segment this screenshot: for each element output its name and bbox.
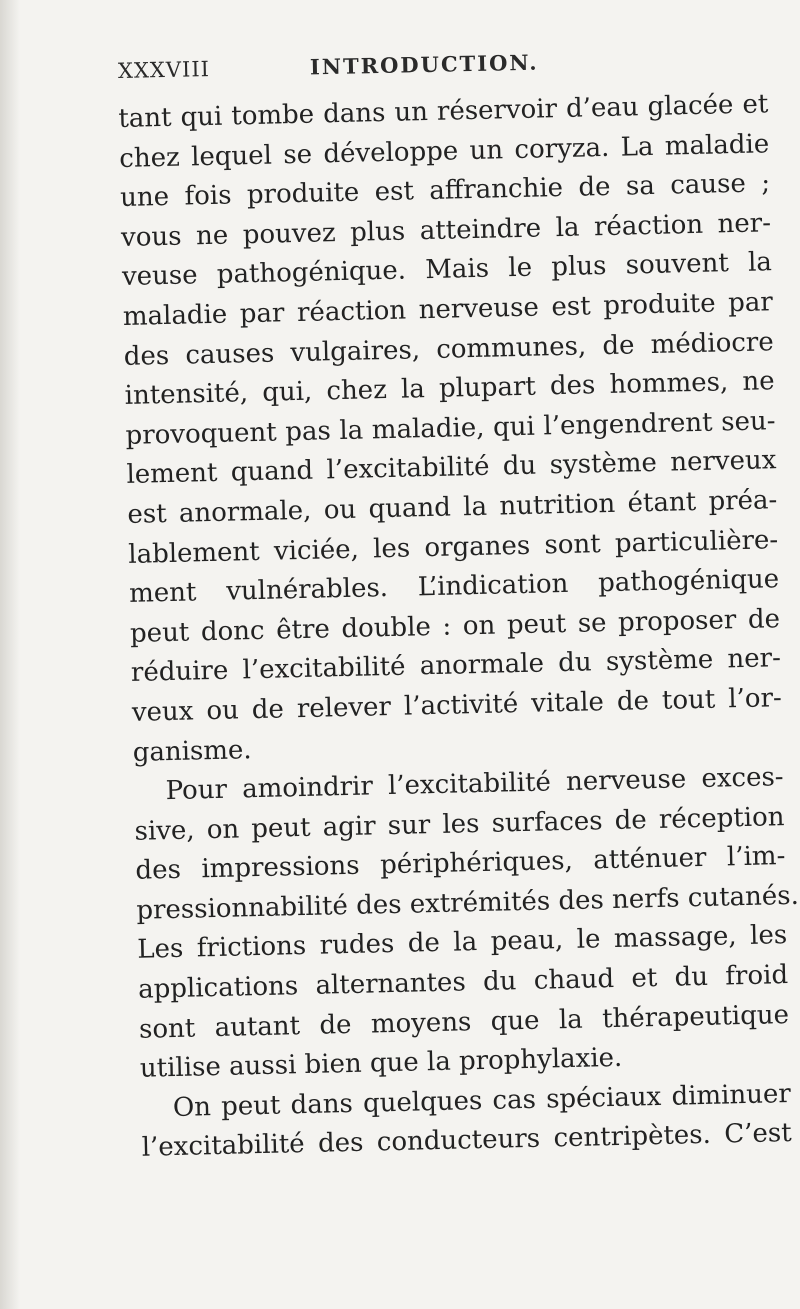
text-line: utilise aussi bien que la prophylaxie. (139, 1043, 623, 1084)
text-line: ganisme. (132, 734, 252, 768)
body-text (118, 85, 800, 1169)
text-line: sont autant de moyens que la thérapeutique (138, 999, 790, 1045)
text-line: lement quand l’excitabilité du système nerveux (126, 445, 777, 491)
text-line: réduire l’excitabilité anormale du système ner- (130, 643, 782, 689)
blank-margin (0, 1009, 800, 1309)
text-line: On peut dans quelques cas spéciaux diminuer (172, 1078, 792, 1123)
text-line: est anormale, ou quand la nutrition étant préa- (127, 485, 778, 530)
text-line: vous ne pouvez plus atteindre la réaction ner- (120, 208, 772, 253)
section-title: INTRODUCTION. (309, 49, 539, 80)
running-head (117, 49, 758, 92)
text-line: des causes vulgaires, communes, de médiocre (123, 326, 774, 372)
text-line: provoquent pas la maladie, qui l’engendrent seu- (125, 405, 776, 451)
text-line: l’excitabilité des conducteurs centripètes. C’est (141, 1118, 792, 1164)
text-line: chez lequel se développe un coryza. La maladie (118, 128, 770, 174)
text-line: Pour amoindrir l’excitabilité nerveuse exces- (165, 762, 784, 807)
text-line: pressionnabilité des extrémités des nerfs cutanés. (136, 880, 800, 926)
text-line: maladie par réaction nerveuse est produite par (122, 287, 774, 332)
text-line: peut donc être double : on peut se proposer de (129, 603, 781, 649)
text-line: veux ou de relever l’activité vitale de tout l’or- (131, 683, 783, 728)
text-line: tant qui tombe dans un réservoir d’eau glacée et (118, 89, 769, 134)
text-line: une fois produite est affranchie de sa cause ; (119, 168, 771, 214)
text-line: veuse pathogénique. Mais le plus souvent la (121, 247, 773, 293)
text-line: lablement viciée, les organes sont particulière- (127, 524, 779, 570)
text-line: Les frictions rudes de la peau, le massage, les (136, 920, 788, 966)
page-number: XXXVIII (117, 57, 211, 83)
text-line: applications alternantes du chaud et du froid (137, 960, 789, 1005)
text-line: sive, on peut agir sur les surfaces de réception (134, 801, 785, 847)
text-line: intensité, qui, chez la plupart des hommes, ne (124, 366, 775, 412)
text-line: des impressions périphériques, atténuer l’im- (135, 841, 786, 887)
text-line: ment vulnérables. L’indication pathogénique (128, 564, 780, 609)
